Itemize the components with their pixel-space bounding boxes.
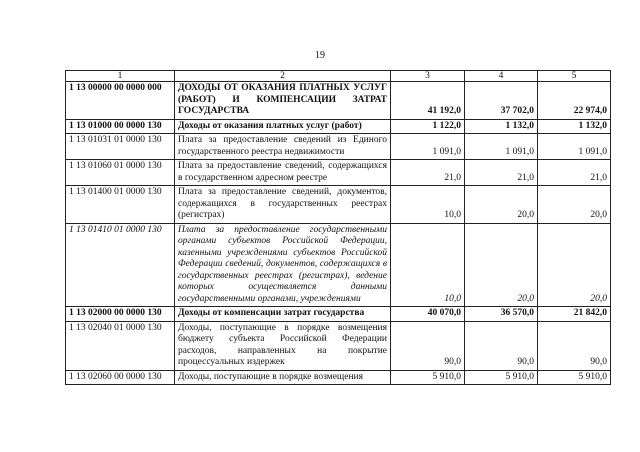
column-header: 5 (538, 71, 611, 82)
revenue-name-cell: Плата за предоставление сведений, документов, содержащихся в государственных реестрах (регистрах) (175, 186, 391, 224)
revenue-name-cell: ДОХОДЫ ОТ ОКАЗАНИЯ ПЛАТНЫХ УСЛУГ (РАБОТ) И КОМПЕНСАЦИИ ЗАТРАТ ГОСУДАРСТВА (175, 82, 391, 120)
amount-cell-col4: 90,0 (465, 321, 538, 370)
amount-cell-col3: 90,0 (391, 321, 465, 370)
amount-cell-col5: 21 842,0 (538, 307, 611, 322)
amount-cell-col5: 22 974,0 (538, 82, 611, 120)
amount-cell-col3: 1 122,0 (391, 119, 465, 134)
amount-cell-col5: 1 091,0 (538, 134, 611, 160)
amount-cell-col5: 21,0 (538, 160, 611, 186)
budget-code-cell: 1 13 01400 01 0000 130 (66, 186, 175, 224)
column-header: 1 (66, 71, 175, 82)
table-header-row (66, 71, 611, 82)
amount-cell-col4: 20,0 (465, 186, 538, 224)
amount-cell-col4: 21,0 (465, 160, 538, 186)
revenue-name-cell: Доходы от компенсации затрат государства (175, 307, 391, 322)
amount-cell-col5: 1 132,0 (538, 119, 611, 134)
budget-code-cell: 1 13 00000 00 0000 000 (66, 82, 175, 120)
amount-cell-col3: 1 091,0 (391, 134, 465, 160)
revenue-name-cell: Доходы, поступающие в порядке возмещения (175, 370, 391, 385)
column-header: 2 (175, 71, 391, 82)
budget-revenue-table (65, 70, 611, 385)
budget-code-cell: 1 13 02000 00 0000 130 (66, 307, 175, 322)
column-header: 3 (391, 71, 465, 82)
revenue-name-cell: Плата за предоставление сведений из Единого государственного реестра недвижимости (175, 134, 391, 160)
amount-cell-col3: 5 910,0 (391, 370, 465, 385)
amount-cell-col3: 21,0 (391, 160, 465, 186)
table-row (66, 119, 611, 134)
amount-cell-col5: 5 910,0 (538, 370, 611, 385)
table-row (66, 223, 611, 307)
amount-cell-col3: 10,0 (391, 223, 465, 307)
amount-cell-col3: 10,0 (391, 186, 465, 224)
table-row (66, 82, 611, 120)
amount-cell-col4: 36 570,0 (465, 307, 538, 322)
budget-code-cell: 1 13 01410 01 0000 130 (66, 223, 175, 307)
budget-code-cell: 1 13 01031 01 0000 130 (66, 134, 175, 160)
budget-code-cell: 1 13 02060 00 0000 130 (66, 370, 175, 385)
revenue-name-cell: Плата за предоставление сведений, содержащихся в государственном адресном реестре (175, 160, 391, 186)
budget-code-cell: 1 13 01000 00 0000 130 (66, 119, 175, 134)
column-header: 4 (465, 71, 538, 82)
revenue-name-cell: Доходы, поступающие в порядке возмещения бюджету субъекта Российской Федерации расходов, направленных на покрытие процессуальных издержек (175, 321, 391, 370)
amount-cell-col4: 5 910,0 (465, 370, 538, 385)
amount-cell-col4: 20,0 (465, 223, 538, 307)
table-row (66, 134, 611, 160)
amount-cell-col4: 1 091,0 (465, 134, 538, 160)
budget-code-cell: 1 13 02040 01 0000 130 (66, 321, 175, 370)
table-row (66, 160, 611, 186)
table-row (66, 321, 611, 370)
amount-cell-col4: 37 702,0 (465, 82, 538, 120)
table-row (66, 370, 611, 385)
amount-cell-col5: 20,0 (538, 186, 611, 224)
amount-cell-col3: 40 070,0 (391, 307, 465, 322)
amount-cell-col4: 1 132,0 (465, 119, 538, 134)
amount-cell-col5: 20,0 (538, 223, 611, 307)
table-row (66, 186, 611, 224)
amount-cell-col5: 90,0 (538, 321, 611, 370)
revenue-name-cell: Плата за предоставление государственными органами субъектов Российской Федерации, казенными учреждениями субъектов Российской Федерации сведений, документов, содержащихся в государственных реестрах (регистрах), ведение которых осуществляется данными государственными органами, учреждениями (175, 223, 391, 307)
budget-code-cell: 1 13 01060 01 0000 130 (66, 160, 175, 186)
page-number: 19 (315, 50, 325, 61)
revenue-name-cell: Доходы от оказания платных услуг (работ) (175, 119, 391, 134)
amount-cell-col3: 41 192,0 (391, 82, 465, 120)
table-row (66, 307, 611, 322)
